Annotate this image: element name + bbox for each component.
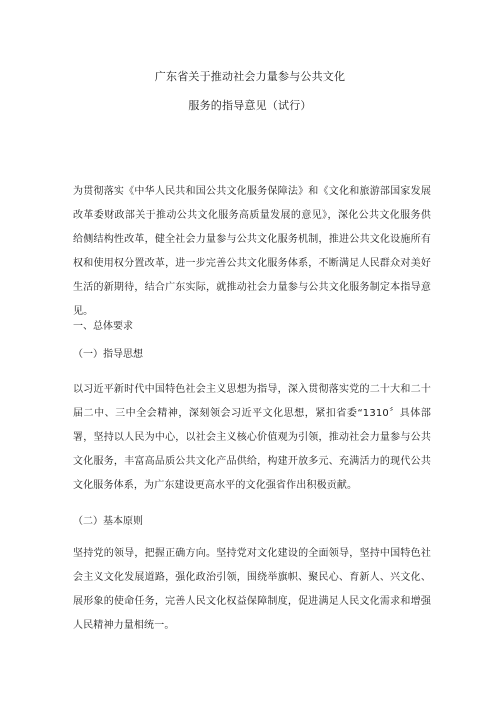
- section-heading-general-requirements: 一、总体要求: [73, 321, 133, 332]
- subsection-heading-basic-principles: （二）基本原则: [73, 516, 143, 527]
- subsection-heading-guiding-ideology: （一）指导思想: [73, 349, 143, 360]
- intro-paragraph: 为贯彻落实《中华人民共和国公共文化服务保障法》和《文化和旅游部国家发展改革委财政部关于推动公共文化服务高质量发展的意见》，深化公共文化服务供给侧结构性改革，健全社会力量参与公共文化服务机制，推进公共文化设施所有权和使用权分置改革，进一步完善公共文化服务体系，不断满足人民群众对美好生活的新期待，结合广东实际，就推动社会力量参与公共文化服务制定本指导意见。: [73, 186, 431, 317]
- basic-principles-paragraph: 坚持党的领导，把握正确方向。坚持党对文化建设的全面领导，坚持中国特色社会主义文化发展道路，强化政治引领，围绕举旗帜、聚民心、育新人、兴文化、展形象的使命任务，完善人民文化权益保障制度，促进满足人民文化需求和增强人民精神力量相统一。: [73, 548, 431, 631]
- guiding-ideology-paragraph: 以习近平新时代中国特色社会主义思想为指导，深入贯彻落实党的二十大和二十届二中、三中全会精神，深刻领会习近平文化思想，紧扣省委“1310〞具体部署，坚持以人民为中心，以社会主义核心价值观为引领，推动社会力量参与公共文化服务，丰富高品质公共文化产品供给，构建开放多元、充满活力的现代公共文化服务体系，为广东建设更高水平的文化强省作出积极贡献。: [73, 384, 431, 491]
- document-title-line-2: 服务的指导意见（试行）: [188, 99, 312, 112]
- document-title-line-1: 广东省关于推动社会力量参与公共文化: [154, 70, 346, 83]
